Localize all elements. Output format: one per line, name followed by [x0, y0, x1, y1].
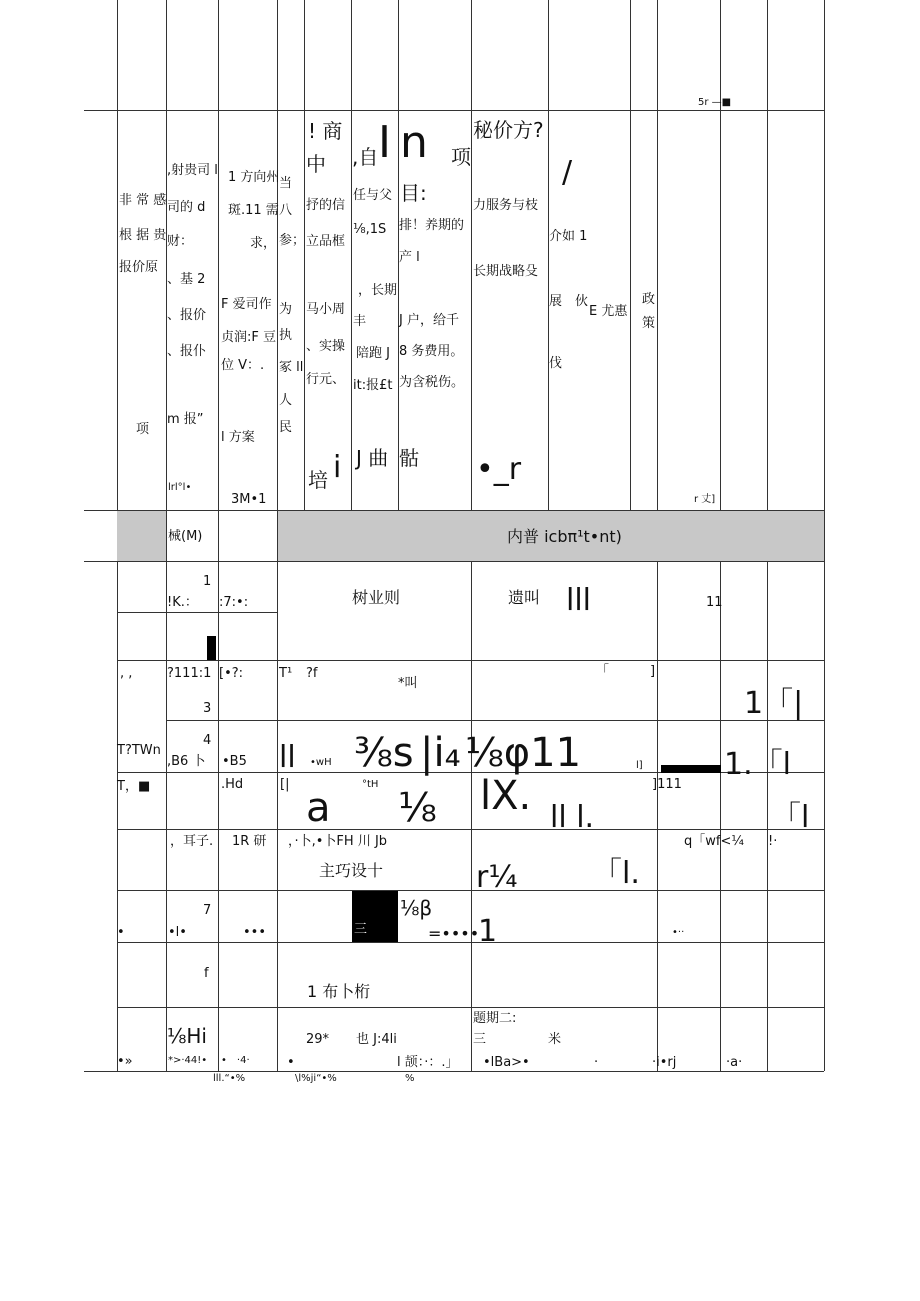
col4-line: 冢 ll: [279, 360, 304, 375]
cell: •lBa>•: [483, 1055, 530, 1070]
grid-line: [84, 561, 824, 562]
col5-foot-big: i: [333, 450, 342, 485]
col6-line: ，长期: [358, 283, 398, 298]
col4-line: 民: [279, 420, 293, 435]
cell: r¼: [476, 860, 518, 895]
col1-line: 报价原: [119, 260, 159, 275]
col7-side: 项: [451, 145, 471, 169]
cell: 遗叫: [508, 588, 541, 607]
grid-line: [767, 561, 768, 1071]
cell: • ·4·: [221, 1055, 250, 1066]
col1-line: 根 据 贵: [119, 228, 167, 243]
cell: l]: [636, 760, 643, 771]
col3-line: 求，: [250, 236, 277, 251]
col2-line: 、报价: [167, 308, 207, 323]
cell: l 颉：·：.」: [397, 1055, 459, 1070]
col4-line: 执: [279, 328, 293, 343]
cell: 主巧设十: [319, 861, 384, 880]
header-corner-text: 5r —■: [698, 97, 732, 108]
cell: .Hd: [221, 777, 244, 792]
cell: q「wf<¼: [684, 834, 744, 849]
cell: 「l: [771, 800, 810, 835]
cell: 三: [354, 922, 368, 937]
shaded-band-left: [117, 511, 166, 561]
grid-line: [166, 0, 167, 1071]
col7-line: 8 务费用。: [399, 344, 464, 359]
col9-line: 伐: [549, 356, 563, 371]
col6-foot: J 曲: [356, 446, 389, 470]
grid-line: [657, 561, 658, 1071]
cell: , ,: [120, 666, 133, 681]
col11-line: 策: [642, 316, 656, 331]
col8-line: 力服务与枝: [473, 198, 539, 213]
cell: ·i•rj: [652, 1055, 677, 1070]
cell: •••: [243, 925, 267, 940]
col7-big: n: [400, 117, 428, 168]
cell: ⅛Hi: [167, 1024, 207, 1048]
col2-line: m 报”: [167, 412, 204, 427]
grid-line: [720, 0, 721, 510]
cell: 1「|: [744, 686, 804, 721]
cell: ，·卜,•卜FH 川 Jb: [288, 834, 388, 849]
col9-line: 展 伙: [549, 294, 589, 309]
cell: 米: [548, 1032, 562, 1047]
col5-line: 马小周: [306, 302, 346, 317]
col7-line: 目:: [400, 181, 427, 205]
col2-line: 财：: [167, 234, 194, 249]
cell: 「l.: [592, 856, 640, 891]
cell: ⅛: [398, 785, 437, 831]
col4-line: 八: [279, 203, 293, 218]
col6-big: I: [378, 117, 391, 168]
footer-text: %: [405, 1073, 415, 1084]
col12-foot: r 丈]: [694, 494, 716, 505]
col7-line: 排！养期的: [399, 218, 465, 233]
cell: [•?:: [219, 666, 244, 681]
col4-line: 参；: [279, 233, 306, 248]
cell: ?111:1: [167, 666, 212, 681]
cell: 也 J:4li: [356, 1032, 397, 1047]
col10-line: E 尤惠: [589, 304, 628, 319]
col1-foot: 项: [136, 422, 150, 437]
col5-big: ! 商: [308, 119, 343, 143]
cell: •B5: [222, 754, 247, 769]
grid-line: [767, 0, 768, 510]
col8-line: 长期战略殳: [473, 264, 539, 279]
black-block: [661, 765, 721, 773]
grid-line: [471, 561, 472, 1071]
cell: 1: [478, 914, 498, 949]
col1-line: 非 常 感: [119, 193, 167, 208]
col3-line: 贞润:F 豆: [221, 330, 276, 345]
cell: ll: [279, 740, 296, 775]
grid-line: [117, 890, 824, 891]
col2-line: 、报仆: [167, 344, 207, 359]
cell: ⅛β: [400, 896, 433, 920]
cell: 7: [203, 903, 212, 918]
col5-line: 行元、: [306, 372, 346, 387]
col5-line: 、实操: [306, 339, 346, 354]
cell: 1R 研: [232, 834, 267, 849]
band-title: 内普 icbπ¹t•nt): [507, 527, 622, 546]
cell: lX.: [480, 773, 532, 819]
cell: •»: [117, 1054, 133, 1069]
cell: ⅜s: [354, 730, 414, 776]
col3-line: l 方案: [221, 430, 255, 445]
black-block: [207, 636, 216, 660]
col2-foot: lrl°l•: [168, 482, 192, 493]
cell: =••••: [428, 924, 480, 943]
cell: 题期二:: [473, 1011, 517, 1026]
col3-line: 1 方向州: [228, 170, 280, 185]
col4-line: 为: [279, 302, 293, 317]
grid-line: [117, 660, 824, 661]
cell: ,B6 卜: [167, 754, 206, 769]
col5-line: 立品框: [306, 234, 346, 249]
grid-line: [471, 0, 472, 510]
cell: 三: [473, 1032, 487, 1047]
cell: T?TWn: [117, 743, 161, 758]
cell: ·: [594, 1055, 599, 1070]
grid-line: [548, 0, 549, 510]
col6-line: 陪跑 J: [356, 346, 390, 361]
col2-line: 司的 d: [167, 200, 206, 215]
cell: 1.「l: [724, 747, 791, 782]
band-left-label: 械(M): [168, 529, 203, 544]
cell: !K.：: [167, 595, 198, 610]
col9-mark: /: [562, 155, 573, 190]
cell: 3: [203, 701, 212, 716]
grid-line: [720, 561, 721, 1071]
col8-head: 秘价方?: [473, 118, 544, 142]
cell: ⅛φ11: [465, 730, 582, 776]
grid-line: [117, 1007, 824, 1008]
col11-line: 政: [642, 292, 656, 307]
col8-foot: •_r: [476, 452, 522, 487]
col4-line: 人: [279, 393, 293, 408]
grid-line: [351, 0, 352, 510]
footer-text: \l%ji“•%: [295, 1073, 337, 1084]
grid-line: [657, 0, 658, 510]
cell: 11: [706, 595, 723, 610]
cell: :7:•:: [219, 595, 249, 610]
cell: *>·44!•: [168, 1055, 208, 1066]
col3-line: F 爱司作: [221, 297, 272, 312]
grid-line: [84, 110, 824, 111]
col6-head: ,自: [352, 145, 379, 169]
grid-line: [166, 720, 824, 721]
col5-line: 抒的信: [306, 198, 346, 213]
col9-line: 介如 1: [549, 229, 588, 244]
cell: ·a·: [726, 1055, 743, 1070]
col7-line: 产 l: [399, 250, 420, 265]
col7-line: J 户，给千: [399, 313, 459, 328]
cell: *叫: [398, 676, 418, 691]
cell: •wH: [310, 757, 332, 768]
grid-line: [824, 0, 825, 1071]
col6-line: ⅛,1S: [353, 222, 387, 237]
col4-line: 当: [279, 176, 293, 191]
cell: ?f: [306, 666, 318, 681]
cell: lll: [566, 583, 592, 618]
cell: !·: [768, 834, 778, 849]
cell: ]: [650, 664, 656, 679]
cell: 1 布卜桁: [307, 982, 371, 1001]
grid-line: [304, 0, 305, 510]
cell: T¹: [279, 666, 293, 681]
cell: |i₄: [420, 730, 461, 776]
col2-line: 、基 2: [167, 272, 206, 287]
grid-line: [117, 612, 277, 613]
grid-line: [84, 1071, 824, 1072]
grid-line: [117, 829, 824, 830]
cell: [|: [280, 777, 290, 792]
col6-line: 任与父: [353, 188, 393, 203]
cell: •··: [672, 927, 685, 938]
cell: 树业则: [352, 588, 401, 607]
col3-line: 斑.11 需: [228, 203, 279, 218]
cell: 29*: [306, 1032, 330, 1047]
cell: •: [287, 1055, 295, 1070]
cell: T，■: [117, 779, 151, 794]
col6-line: 丰: [353, 314, 367, 329]
grid-line: [218, 0, 219, 1071]
footer-text: lll.“•%: [213, 1073, 246, 1084]
col6-line: it:报£t: [353, 378, 393, 393]
col5-foot: 培: [308, 468, 328, 492]
cell: 4: [203, 733, 212, 748]
cell: •l•: [168, 925, 187, 940]
cell: •: [117, 925, 125, 940]
cell: f: [204, 966, 209, 981]
grid-line: [630, 0, 631, 510]
col5-big2: 中: [306, 152, 326, 176]
cell: 1: [203, 574, 212, 589]
col7-foot: 骷: [399, 446, 419, 470]
cell: ]111: [652, 777, 682, 792]
cell: 「: [596, 664, 610, 679]
cell: °tH: [362, 779, 379, 790]
cell: ，耳子.: [170, 834, 214, 849]
col7-line: 为含税伤。: [399, 375, 465, 390]
cell: a: [306, 785, 331, 831]
col2-line: ,射贵司 l: [167, 163, 218, 178]
col3-line: 位 V：.: [221, 358, 265, 373]
cell: ll l.: [550, 800, 595, 835]
col3-foot: 3M•1: [231, 492, 267, 507]
